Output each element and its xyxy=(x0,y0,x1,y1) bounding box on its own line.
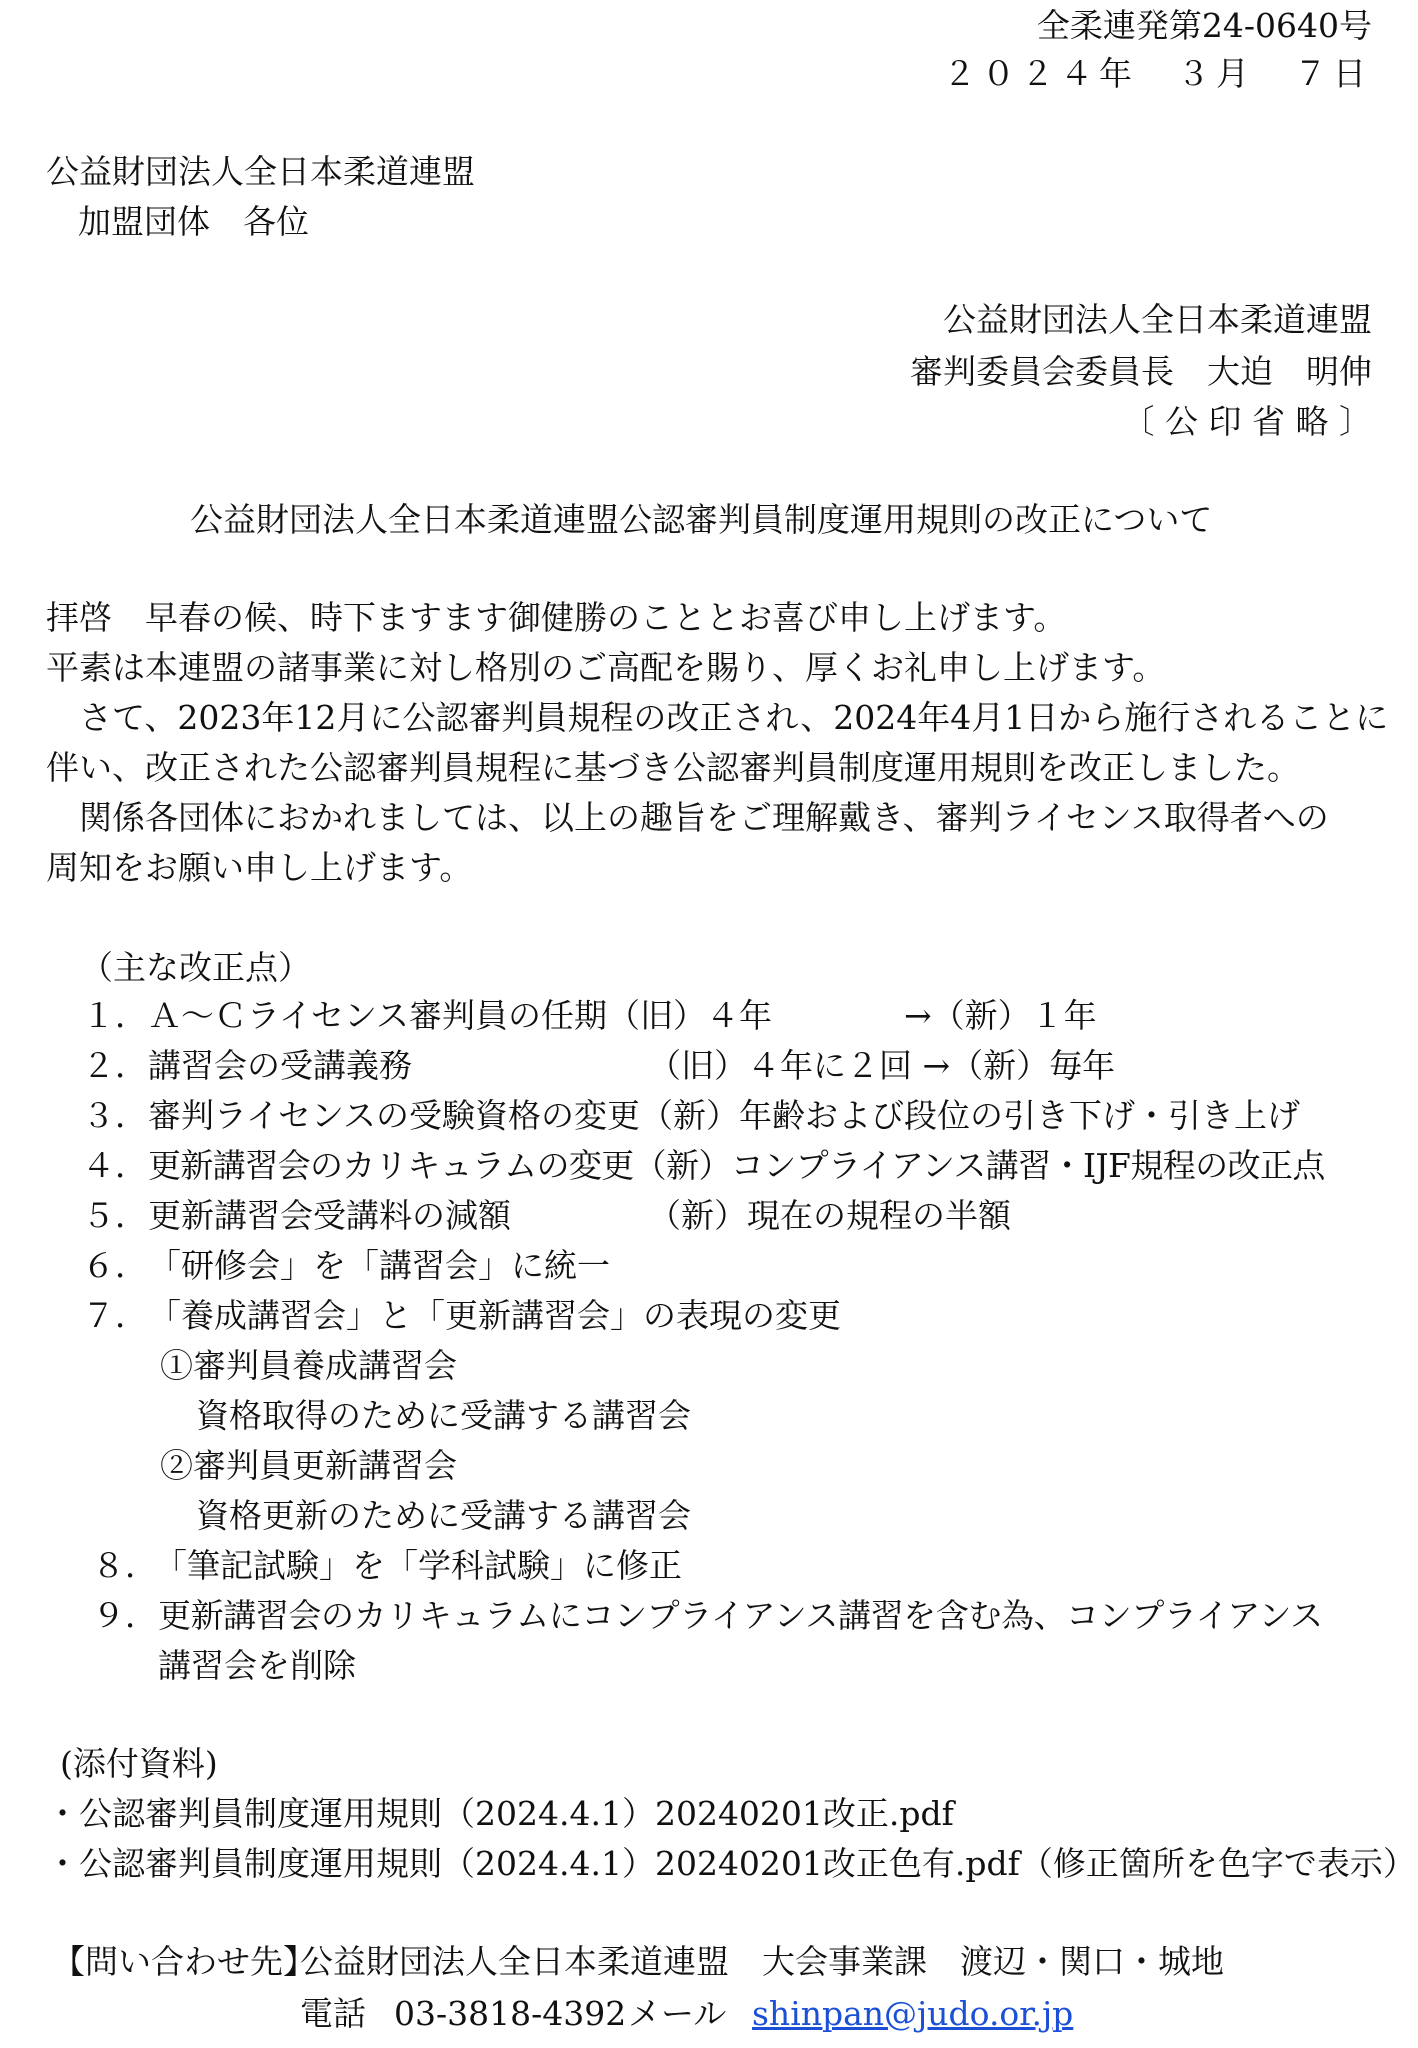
list-item-number: ８． xyxy=(92,1546,158,1585)
list-item xyxy=(0,1146,1418,1186)
list-item-text: 講習会の受講義務 xyxy=(148,1046,412,1085)
sender-title-name: 審判委員会委員長 大迫 明伸 xyxy=(910,352,1372,391)
list-item-number: ６． xyxy=(82,1246,148,1285)
list-item-number: ９． xyxy=(92,1596,158,1635)
seal-omitted-note: 〔 公 印 省 略 〕 xyxy=(1121,402,1372,441)
document-number: 全柔連発第24-0640号 xyxy=(1036,6,1372,45)
sub-item-desc: 資格更新のために受講する講習会 xyxy=(196,1496,691,1535)
body-line: 伴い、改正された公認審判員規程に基づき公認審判員制度運用規則を改正しました。 xyxy=(46,748,1300,787)
sender-org: 公益財団法人全日本柔道連盟 xyxy=(943,300,1372,339)
list-item-number: １． xyxy=(82,996,148,1035)
attachment-file[interactable]: ・公認審判員制度運用規則（2024.4.1）20240201改正色有.pdf（修正箇所を色字で表示） xyxy=(46,1844,1416,1883)
contact-email-link[interactable]: shinpan@judo.or.jp xyxy=(752,1994,1074,2033)
sub-item-title: ①審判員養成講習会 xyxy=(160,1346,457,1385)
body-line: 周知をお願い申し上げます。 xyxy=(46,848,473,887)
list-item xyxy=(0,1296,1418,1336)
recipient-to: 加盟団体 各位 xyxy=(78,202,309,241)
list-item-number: ７． xyxy=(82,1296,148,1335)
changes-heading: （主な改正点） xyxy=(80,948,311,987)
body-line: 平素は本連盟の諸事業に対し格別のご高配を賜り、厚くお礼申し上げます。 xyxy=(46,648,1166,687)
list-item-text-continued: 講習会を削除 xyxy=(158,1646,356,1685)
list-item-text: 「筆記試験」を「学科試験」に修正 xyxy=(154,1546,682,1585)
contact-mail-label: メール xyxy=(628,1994,727,2033)
sub-item-desc: 資格取得のために受講する講習会 xyxy=(196,1396,691,1435)
list-item-text: 「養成講習会」と「更新講習会」の表現の変更 xyxy=(148,1296,841,1335)
list-item-text: Ａ～Ｃライセンス審判員の任期（旧）４年 xyxy=(148,996,773,1035)
attachment-file[interactable]: ・公認審判員制度運用規則（2024.4.1）20240201改正.pdf xyxy=(46,1794,954,1833)
list-item-number: ５． xyxy=(82,1196,148,1235)
document-title: 公益財団法人全日本柔道連盟公認審判員制度運用規則の改正について xyxy=(190,500,1213,539)
list-item xyxy=(0,1546,1418,1586)
list-item-detail: →（新）１年 xyxy=(904,996,1097,1035)
list-item xyxy=(0,1196,1418,1236)
list-item xyxy=(0,996,1418,1036)
sub-item-title: ②審判員更新講習会 xyxy=(160,1446,457,1485)
list-item-number: ４． xyxy=(82,1146,148,1185)
contact-phone-label: 電話 xyxy=(300,1994,366,2033)
list-item xyxy=(0,1246,1418,1286)
list-item-detail: （旧）４年に２回 →（新）毎年 xyxy=(648,1046,1116,1085)
list-item-text: 更新講習会のカリキュラムにコンプライアンス講習を含む為、コンプライアンス xyxy=(158,1596,1323,1635)
list-item-number: ３． xyxy=(82,1096,148,1135)
document-date: ２０２４年 ３月 ７日 xyxy=(943,54,1372,93)
list-item xyxy=(0,1596,1418,1636)
body-line: 拝啓 早春の候、時下ますます御健勝のこととお喜び申し上げます。 xyxy=(46,598,1067,637)
list-item xyxy=(0,1046,1418,1086)
list-item-text: 更新講習会受講料の減額 xyxy=(148,1196,511,1235)
list-item-detail: （新）現在の規程の半額 xyxy=(648,1196,1011,1235)
list-item-text: 「研修会」を「講習会」に統一 xyxy=(148,1246,610,1285)
list-item-number: ２． xyxy=(82,1046,148,1085)
contact-dept: 公益財団法人全日本柔道連盟 大会事業課 渡辺・関口・城地 xyxy=(300,1942,1224,1981)
list-item-text: 審判ライセンスの受験資格の変更（新）年齢および段位の引き下げ・引き上げ xyxy=(148,1096,1301,1135)
body-line: さて、2023年12月に公認審判員規程の改正され、2024年4月1日から施行されることに xyxy=(46,698,1389,737)
recipient-org: 公益財団法人全日本柔道連盟 xyxy=(46,152,475,191)
list-item xyxy=(0,1096,1418,1136)
contact-label: 【問い合わせ先】 xyxy=(52,1942,316,1981)
body-line: 関係各団体におかれましては、以上の趣旨をご理解戴き、審判ライセンス取得者への xyxy=(46,798,1329,837)
contact-phone: 03-3818-4392 xyxy=(394,1994,627,2033)
list-item-text: 更新講習会のカリキュラムの変更（新）コンプライアンス講習・IJF規程の改正点 xyxy=(148,1146,1325,1185)
attachments-heading: (添付資料) xyxy=(60,1744,218,1783)
